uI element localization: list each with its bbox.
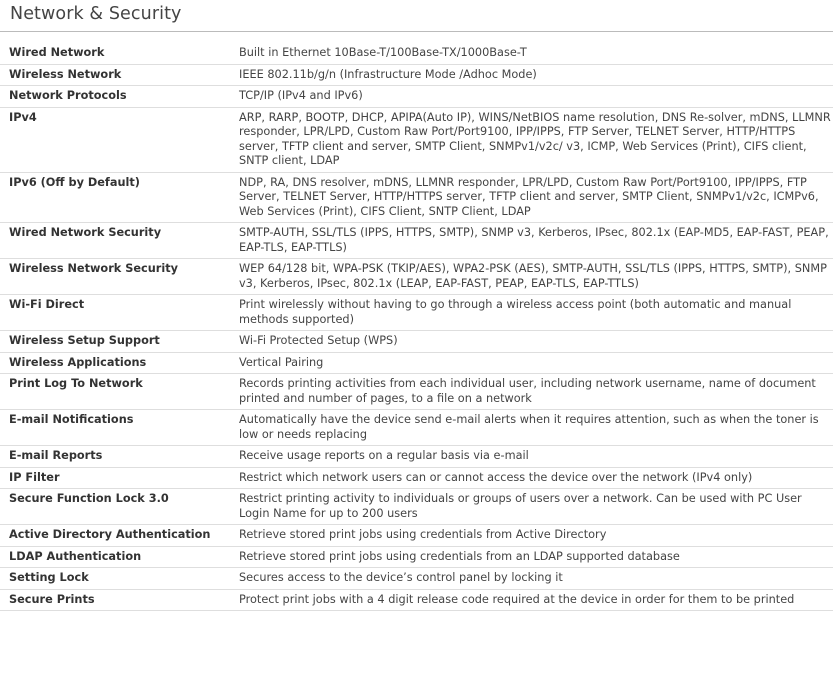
spec-row [0, 259, 833, 295]
spec-value: Restrict which network users can or cannot access the device over the network (IPv4 only) [230, 467, 833, 489]
spec-row [0, 86, 833, 108]
spec-value: Automatically have the device send e-mail alerts when it requires attention, such as when the toner is low or needs replacing [230, 410, 833, 446]
spec-value: Secures access to the device’s control panel by locking it [230, 568, 833, 590]
spec-row [0, 295, 833, 331]
spec-label: LDAP Authentication [0, 546, 230, 568]
spec-label: Setting Lock [0, 568, 230, 590]
spec-label: Wireless Applications [0, 352, 230, 374]
spec-value: Retrieve stored print jobs using credentials from Active Directory [230, 525, 833, 547]
spec-row [0, 64, 833, 86]
spec-table [0, 43, 833, 611]
spec-row [0, 546, 833, 568]
spec-label: Wireless Setup Support [0, 331, 230, 353]
spec-label: IPv4 [0, 107, 230, 172]
spec-row [0, 525, 833, 547]
spec-label: IPv6 (Off by Default) [0, 172, 230, 223]
spec-value: Receive usage reports on a regular basis via e-mail [230, 446, 833, 468]
spec-row [0, 489, 833, 525]
spec-row [0, 467, 833, 489]
spec-value: Records printing activities from each individual user, including network username, name of document printed and number of pages, to a file on a network [230, 374, 833, 410]
spec-row [0, 352, 833, 374]
spec-label: Print Log To Network [0, 374, 230, 410]
spec-value: Restrict printing activity to individuals or groups of users over a network. Can be used with PC User Login Name for up to 200 users [230, 489, 833, 525]
spec-label: Wireless Network [0, 64, 230, 86]
spec-row [0, 107, 833, 172]
spec-row [0, 172, 833, 223]
spec-label: Network Protocols [0, 86, 230, 108]
title-divider [0, 31, 833, 32]
section-title: Network & Security [10, 4, 182, 24]
spec-row [0, 589, 833, 611]
spec-label: Active Directory Authentication [0, 525, 230, 547]
spec-row [0, 374, 833, 410]
spec-value: WEP 64/128 bit, WPA-PSK (TKIP/AES), WPA2-PSK (AES), SMTP-AUTH, SSL/TLS (IPPS, HTTPS, SMTP), SNMP v3, Kerberos, IPsec, 802.1x (LEAP, EAP-FAST, PEAP, EAP-TLS, EAP-TTLS) [230, 259, 833, 295]
spec-label: E-mail Reports [0, 446, 230, 468]
spec-row [0, 410, 833, 446]
spec-value: SMTP-AUTH, SSL/TLS (IPPS, HTTPS, SMTP), SNMP v3, Kerberos, IPsec, 802.1x (EAP-MD5, EAP-FAST, PEAP, EAP-TLS, EAP-TTLS) [230, 223, 833, 259]
spec-label: Secure Function Lock 3.0 [0, 489, 230, 525]
spec-row [0, 223, 833, 259]
spec-row [0, 446, 833, 468]
spec-label: Wireless Network Security [0, 259, 230, 295]
spec-label: Secure Prints [0, 589, 230, 611]
spec-row [0, 43, 833, 64]
spec-label: E-mail Notifications [0, 410, 230, 446]
spec-value: IEEE 802.11b/g/n (Infrastructure Mode /Adhoc Mode) [230, 64, 833, 86]
spec-value: Retrieve stored print jobs using credentials from an LDAP supported database [230, 546, 833, 568]
spec-label: Wired Network Security [0, 223, 230, 259]
spec-value: NDP, RA, DNS resolver, mDNS, LLMNR responder, LPR/LPD, Custom Raw Port/Port9100, IPP/IPPS, FTP Server, TELNET Server, HTTP/HTTPS server, TFTP client and server, SMTP Client, SNMPv1/v2c, ICMPv6, Web Services (Print), CIFS Client, SNTP Client, LDAP [230, 172, 833, 223]
spec-value: Built in Ethernet 10Base-T/100Base-TX/1000Base-T [230, 43, 833, 64]
spec-row [0, 331, 833, 353]
spec-value: Vertical Pairing [230, 352, 833, 374]
spec-value: ARP, RARP, BOOTP, DHCP, APIPA(Auto IP), WINS/NetBIOS name resolution, DNS Re-solver, mDNS, LLMNR responder, LPR/LPD, Custom Raw Port/Port9100, IPP/IPPS, FTP Server, TELNET Server, HTTP/HTTPS server, TFTP client and server, SMTP Client, SNMPv1/v2c/ v3, ICMP, Web Services (Print), CIFS client, SNTP client, LDAP [230, 107, 833, 172]
spec-value: TCP/IP (IPv4 and IPv6) [230, 86, 833, 108]
spec-table-body [0, 43, 833, 611]
spec-value: Protect print jobs with a 4 digit release code required at the device in order for them to be printed [230, 589, 833, 611]
spec-label: Wi-Fi Direct [0, 295, 230, 331]
spec-value: Wi-Fi Protected Setup (WPS) [230, 331, 833, 353]
spec-value: Print wirelessly without having to go through a wireless access point (both automatic and manual methods supported) [230, 295, 833, 331]
spec-label: IP Filter [0, 467, 230, 489]
spec-label: Wired Network [0, 43, 230, 64]
spec-row [0, 568, 833, 590]
